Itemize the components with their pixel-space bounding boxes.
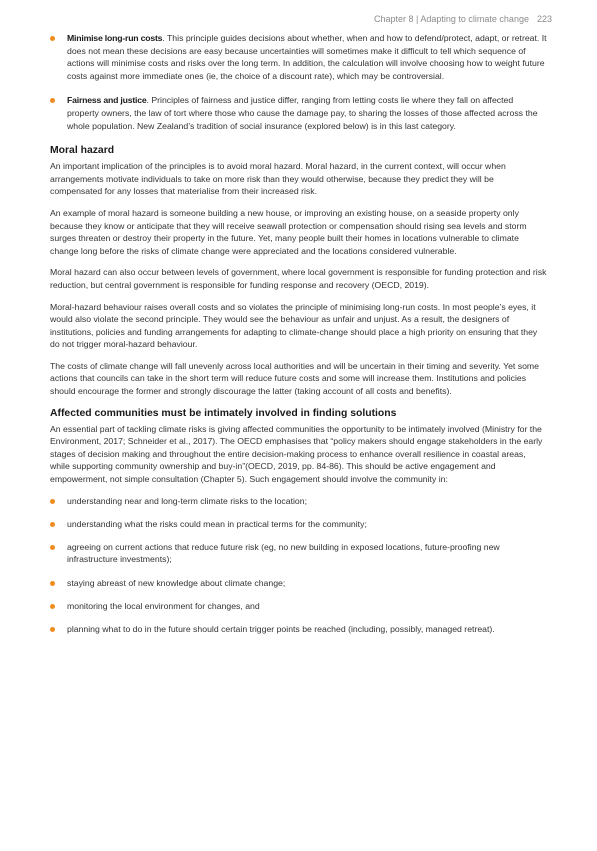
list-item: Minimise long-run costs. This principle guides decisions about whether, when and how to defend/protect, adapt, or retreat. It does not mean these decisions are easy because uncertainties will sometimes make it difficult to tell which sequence of actions will minimise costs and risks over the long term. In addition, the calculation will involve choosing how to weight future costs against more immediate ones (ie, the choice of a discount rate), which may be controversial. — [50, 32, 547, 82]
list-item — [50, 518, 547, 531]
list-item — [50, 577, 547, 590]
section-heading-communities: Affected communities must be intimately involved in finding solutions — [50, 407, 397, 419]
list-item — [50, 541, 547, 566]
bullet-icon — [50, 98, 55, 103]
section-heading-moral-hazard: Moral hazard — [50, 145, 115, 157]
bullet-icon — [50, 627, 55, 632]
paragraph: Moral hazard can also occur between levels of government, where local government is responsible for funding protection and risk reduction, but central government is responsible for funding response and recovery (OECD, 2019). — [50, 267, 547, 290]
bullet-icon — [50, 36, 55, 41]
list-item-text: staying abreast of new knowledge about climate change; — [67, 577, 286, 588]
running-header — [50, 14, 552, 24]
list-item-text: planning what to do in the future should certain trigger points be reached (including, possibly, managed retreat). — [67, 623, 495, 634]
bullet-icon — [50, 499, 55, 504]
list-item-text: understanding near and long-term climate risks to the location; — [67, 495, 308, 506]
principle-term: Fairness and justice — [67, 95, 147, 106]
list-item-text: agreeing on current actions that reduce future risk (eg, no new building in exposed locations, future-proofing new infrastructure investments); — [67, 541, 500, 565]
principle-text: Principles of fairness and justice differ, ranging from letting costs lie where they fall on affected property owners, the law of tort where those who cause the damage pay, to sharing the losses of those affected across the whole population. New Zealand’s tradition of social insurance (explored below) is in this last category. — [67, 95, 538, 131]
principle-text: This principle guides decisions about whether, when and how to defend/protect, adapt, or retreat. It does not mean these decisions are easy because uncertainties will sometimes make it difficult to tell which sequence of actions will minimise costs and risks over the long term. In addition, the calculation will involve choosing how to weight future costs against more immediate ones (ie, the choice of a discount rate), which may be controversial. — [67, 33, 547, 81]
paragraph: An important implication of the principles is to avoid moral hazard. Moral hazard, in the current context, will occur when arrangements motivate individuals to take on more risk than they would otherwise, because they predict they will be compensated for any losses that materialise from their increased risk. — [50, 161, 506, 197]
list-item: Fairness and justice. Principles of fairness and justice differ, ranging from letting costs lie where they fall on affected property owners, the law of tort where those who cause the damage pay, to sharing the losses of those affected across the whole population. New Zealand’s tradition of social insurance (explored below) is in this last category. — [50, 94, 547, 132]
principles-list — [50, 32, 547, 132]
bullet-icon — [50, 604, 55, 609]
paragraph: An essential part of tackling climate risks is giving affected communities the opportunity to be intimately involved (Ministry for the Environment, 2017; Schneider et al., 2017). The OECD emphasises that “policy makers should engage stakeholders in the early stages of decision making and throughout the entire decision-making process to enhance overall resilience in coastal areas, while supporting community ownership and buy-in”(OECD, 2019, pp. 84-86). This should be active engagement and empowerment, not simple consultation (Chapter 5). Such engagement should involve the community in: — [50, 423, 543, 485]
list-item-text: monitoring the local environment for changes, and — [67, 600, 260, 611]
chapter-title: Chapter 8 | Adapting to climate change — [374, 14, 529, 24]
list-item — [50, 495, 547, 508]
principle-term: Minimise long-run costs — [67, 33, 163, 43]
paragraph: Moral-hazard behaviour raises overall costs and so violates the principle of minimising long-run costs. In most people’s eyes, it would also violate the second principle. They would see the behaviour as unfair and unjust. As a result, the designers of institutions, policies and funding arrangements for adapting to climate-change should place a high priority on ensuring that they do not trigger moral-hazard behaviour. — [50, 301, 538, 350]
bullet-icon — [50, 581, 55, 586]
list-item — [50, 600, 547, 613]
paragraph: The costs of climate change will fall unevenly across local authorities and will be uncertain in their timing and severity. Yet some actions that councils can take in the short term will reduce future costs and some will increase them. Institutions and policies should encourage the former and strongly discourage the latter (taking account of all costs and benefits). — [50, 360, 539, 397]
paragraph: An example of moral hazard is someone building a new house, or improving an existing house, on a seaside property only because they know or anticipate that they will receive seawall protection or compensation should rising sea levels and storm surges threaten or destroy their property in the future. Yet, many people built their homes in locations vulnerable to climate change long before the risks of climate change were appreciated and the locations considered vulnerable. — [50, 207, 527, 256]
bullet-icon — [50, 545, 55, 550]
engagement-list — [50, 495, 547, 636]
bullet-icon — [50, 522, 55, 527]
list-item — [50, 623, 547, 636]
list-item-text: understanding what the risks could mean in practical terms for the community; — [67, 518, 367, 529]
page-number: 223 — [536, 14, 552, 24]
